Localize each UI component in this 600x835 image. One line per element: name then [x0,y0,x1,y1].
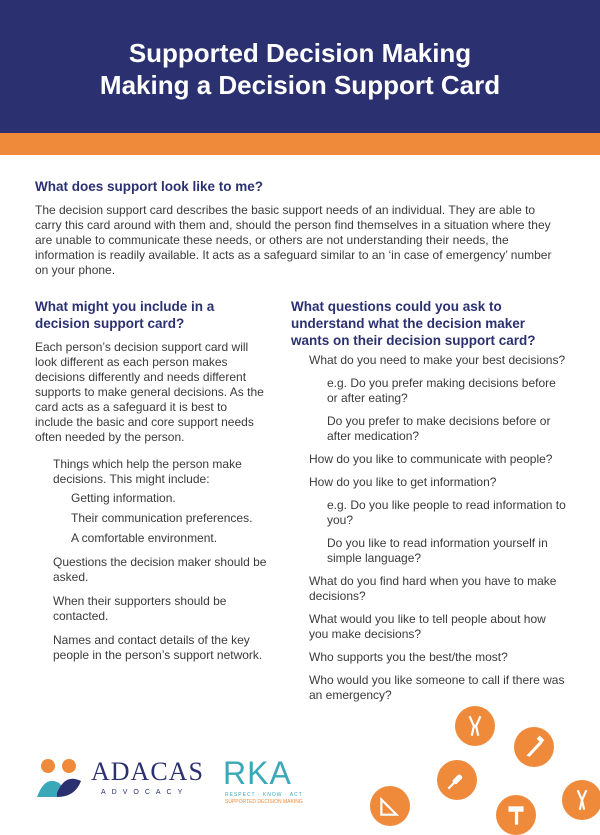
saw-icon [521,734,547,760]
tool-circle [562,780,600,820]
intro-section [35,178,563,278]
section-body-support: The decision support card describes the basic support needs of an individual. They are able to carry this card around with them and, should the person find themselves in a situation where they are unable to communicate these needs, or others are not understanding their needs, the information is readily available. It acts as a safeguard similar to an ‘in case of emergency’ number on your phone. [35,203,552,277]
screwdriver-icon [444,767,470,793]
left-column-heading: What might you include in a decision support card? [35,299,215,331]
right-column-heading: What questions could you ask to understand what the decision maker wants on their decision support card? [291,299,536,348]
list-item: Questions the decision maker should be asked. [53,555,267,584]
people-icon [35,757,85,803]
section-heading-support: What does support look like to me? [35,179,264,194]
set-square-icon [377,793,403,819]
right-list [291,353,567,703]
page-title-line1: Supported Decision Making [128,38,472,68]
adacas-logo [35,755,205,805]
list-item: Do you prefer to make decisions before or after medication? [327,414,551,443]
tool-circle [370,786,410,826]
pliers-icon [462,713,488,739]
list-item: A comfortable environment. [71,531,218,545]
list-item: Things which help the person make decisions. This might include: [53,457,242,486]
list-item: How do you like to get information? [309,475,497,489]
adacas-sub: ADVOCACY [101,789,189,796]
list-item: Names and contact details of the key people in the person’s support network. [53,633,263,662]
left-column-lead: Each person’s decision support card will look different as each person makes decisions differently and needs different supports to make general decisions. As the card acts as a safeguard it is best to include the basic and core support needs often needed by the person. [35,340,264,444]
list-item: What would you like to tell people about how you make decisions? [309,612,546,641]
list-item: Who supports you the best/the most? [309,650,508,664]
list-item: What do you need to make your best decisions? [309,353,566,367]
page-title-line2: Making a Decision Support Card [99,70,501,100]
tool-circle [514,727,554,767]
tool-circle [455,706,495,746]
list-item: Their communication preferences. [71,511,253,525]
page-header [0,0,600,133]
right-column [291,298,567,703]
list-item: e.g. Do you like people to read information to you? [327,498,566,527]
logos-row [35,755,355,815]
list-item: How do you like to communicate with people? [309,452,553,466]
tool-circle [496,795,536,835]
tool-circle [437,760,477,800]
rka-tagline: RESPECT · KNOW · ACT [225,792,303,798]
left-column [35,298,267,663]
list-item: Who would you like someone to call if there was an emergency? [309,673,565,702]
list-item: What do you find hard when you have to make decisions? [309,574,557,603]
wrench-pliers-icon [569,787,595,813]
header-stripe [0,133,600,155]
rka-subtitle: SUPPORTED DECISION MAKING [225,799,303,805]
list-item: Getting information. [71,491,176,505]
rka-logo [223,755,363,810]
list-item: Do you like to read information yourself in simple language? [327,536,548,565]
list-item: e.g. Do you prefer making decisions before or after eating? [327,376,556,405]
list-item: When their supporters should be contacted. [53,594,227,623]
hammer-icon [503,802,529,828]
left-list [35,457,267,663]
rka-name: RKA [223,755,292,791]
adacas-name: ADACAS [91,757,204,786]
